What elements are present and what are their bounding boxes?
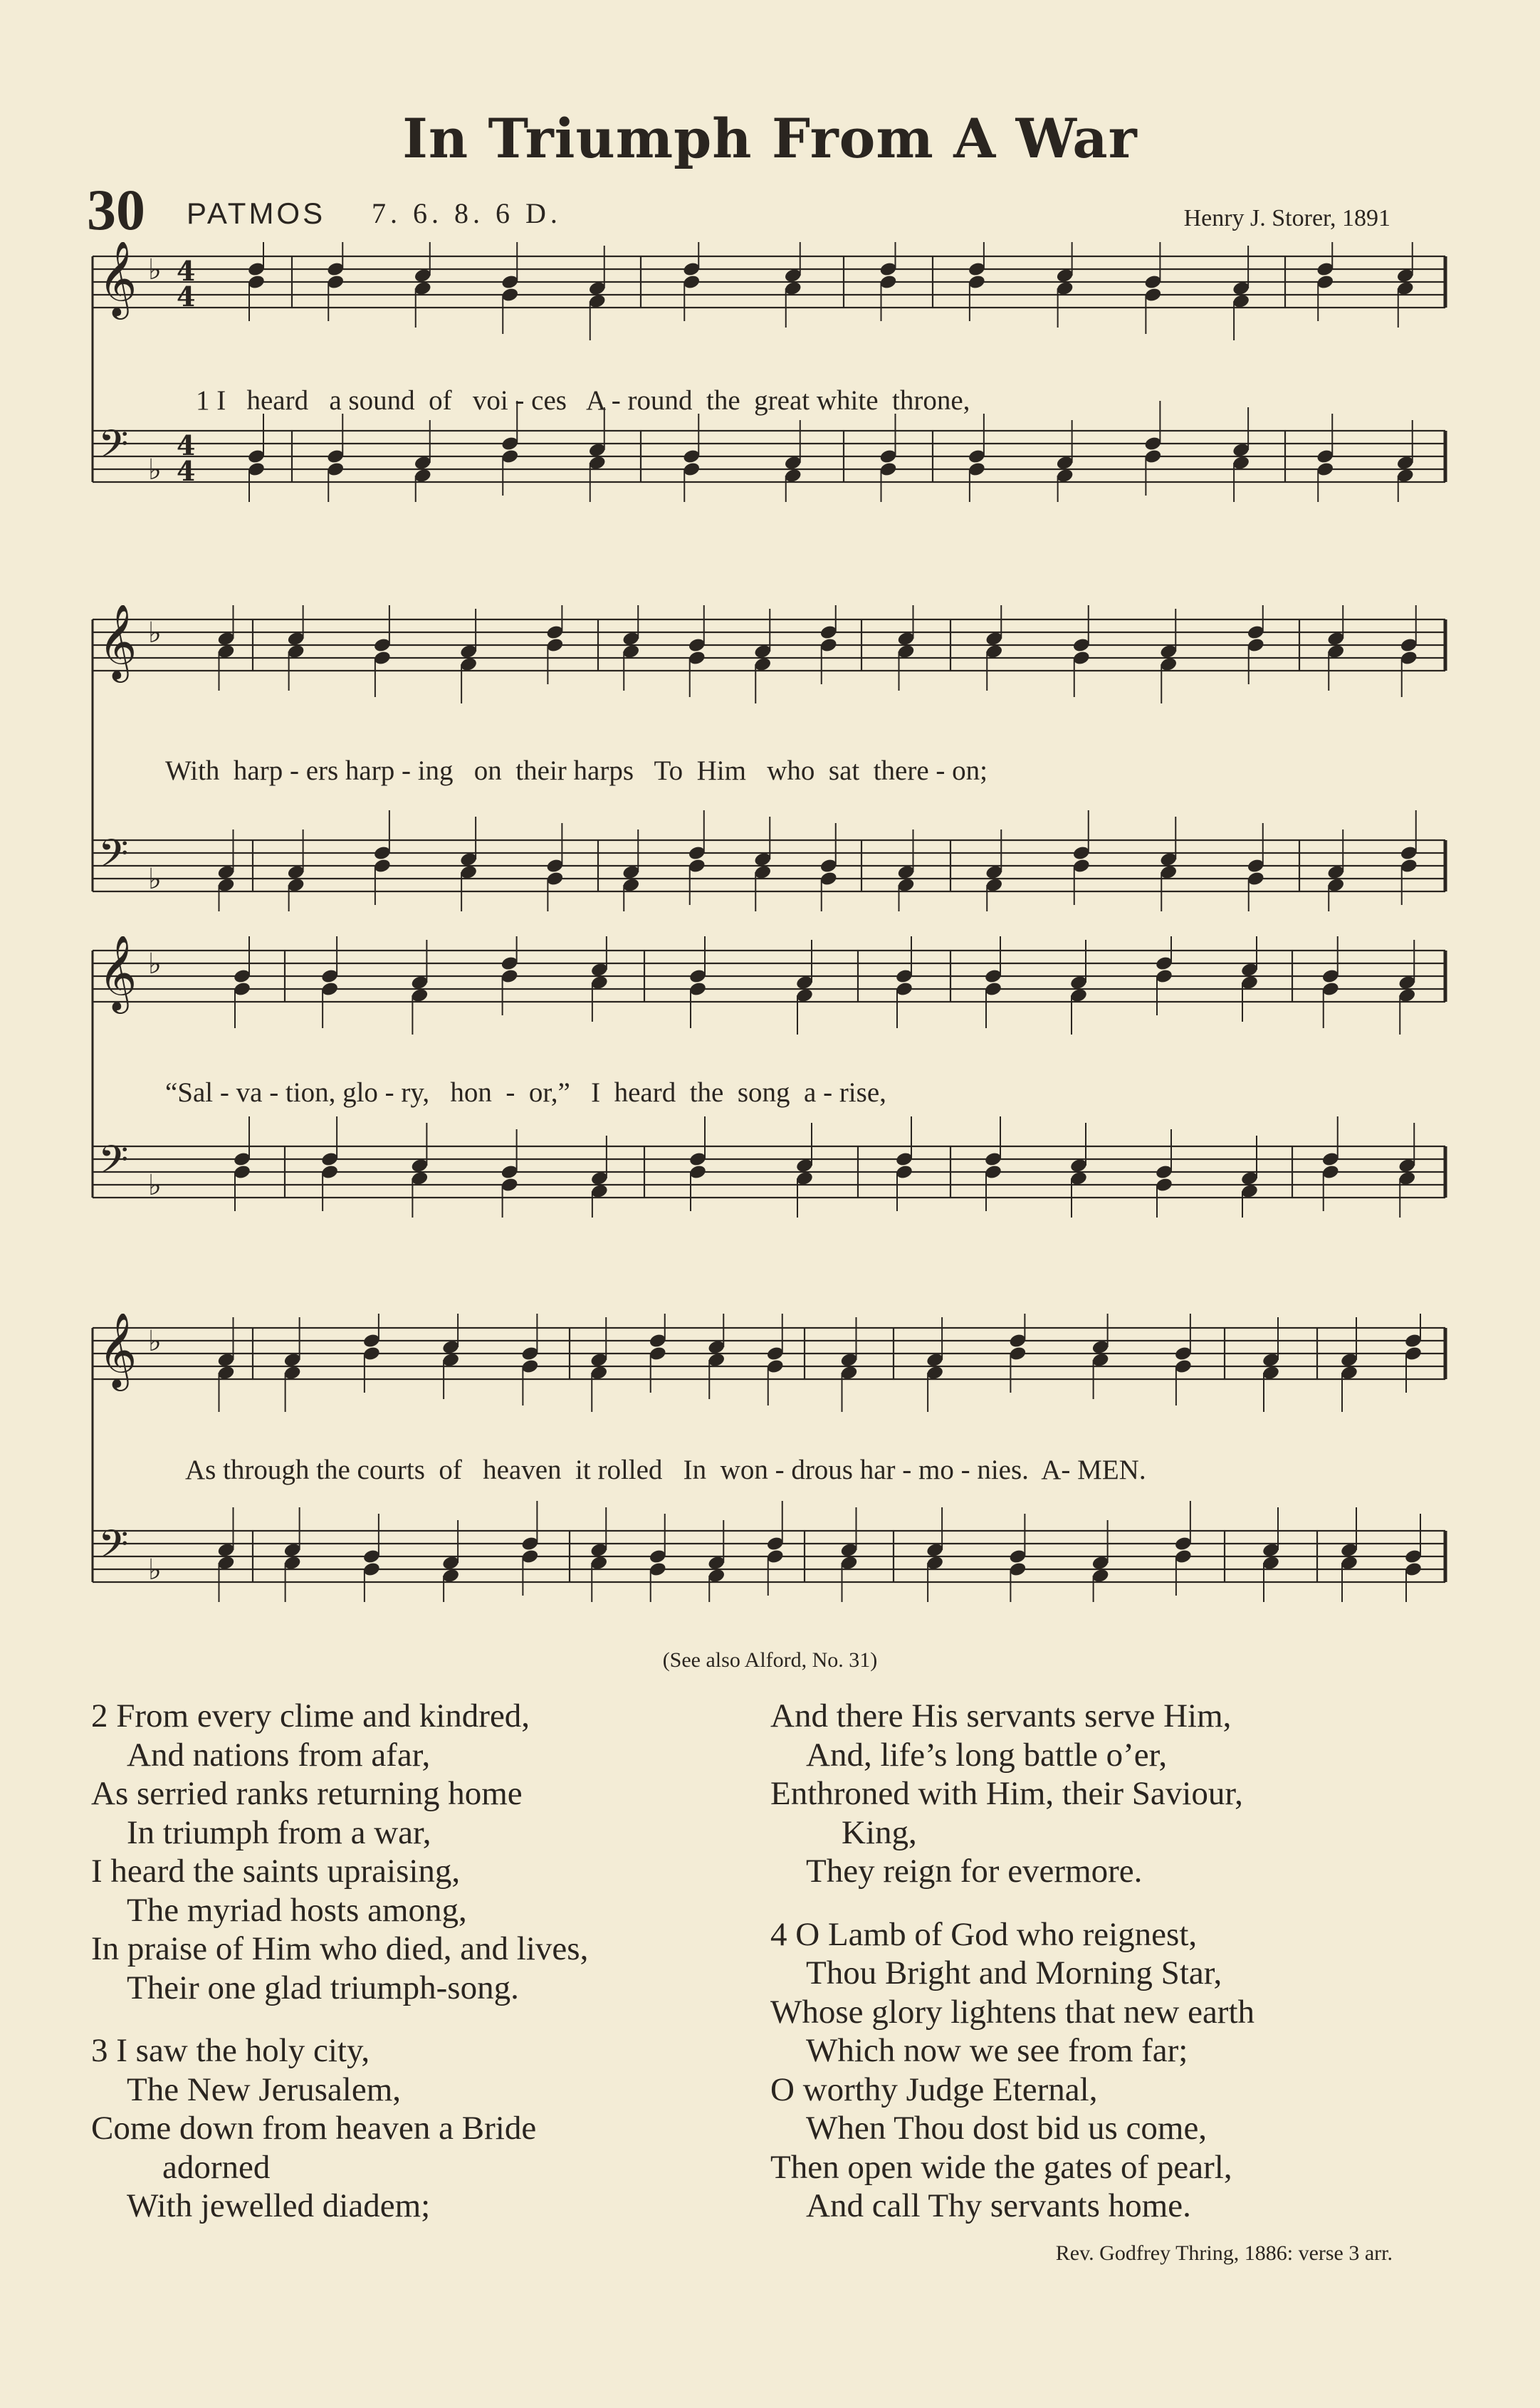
svg-text:𝄞: 𝄞 [98, 242, 137, 316]
verse-line: 3 I saw the holy city, [91, 2032, 370, 2069]
svg-text:𝄢: 𝄢 [98, 1137, 129, 1192]
verse-line: In praise of Him who died, and lives, [91, 1930, 589, 1967]
verse-line: With jewelled diadem; [127, 2187, 431, 2224]
hymn-title: In Triumph From A War [402, 107, 1138, 170]
svg-text:♭: ♭ [148, 948, 162, 980]
svg-text:𝄢: 𝄢 [98, 831, 129, 886]
verse-line: In triumph from a war, [127, 1813, 431, 1851]
svg-text:♭: ♭ [148, 617, 162, 649]
hymn-number: 30 [87, 177, 145, 242]
verse-line: And, life’s long battle o’er, [806, 1736, 1168, 1774]
verse-line: I heard the saints upraising, [91, 1853, 461, 1890]
stanza [770, 1915, 1254, 2226]
lyric-line: With harp - ers harp - ing on their harps To Him who sat there - on; [165, 755, 988, 786]
svg-text:4: 4 [177, 429, 196, 461]
verse-line: And there His servants serve Him, [770, 1697, 1232, 1734]
verse-line: Come down from heaven a Bride [91, 2110, 537, 2147]
tune-name: PATMOS [187, 197, 326, 230]
lyric-line: “Sal - va - tion, glo - ry, hon - or,” I heard the song a - rise, [165, 1077, 886, 1108]
verse-line: 2 From every clime and kindred, [91, 1697, 530, 1734]
svg-text:♭: ♭ [148, 1325, 162, 1358]
see-also-note: (See also Alford, No. 31) [662, 1648, 878, 1672]
verse-line: The New Jerusalem, [127, 2071, 401, 2108]
verse-line: When Thou dost bid us come, [806, 2110, 1208, 2147]
svg-text:♭: ♭ [148, 863, 162, 896]
verse-line: Enthroned with Him, their Saviour, [770, 1775, 1243, 1812]
verses-left-column [91, 1697, 588, 2250]
stanza [91, 1697, 588, 2007]
svg-text:4: 4 [177, 281, 196, 313]
staff-notation [0, 242, 1540, 502]
verse-line: adorned [162, 2148, 271, 2186]
stanza [91, 2031, 588, 2226]
verse-line: As serried ranks returning home [91, 1775, 523, 1812]
verse-line: 4 O Lamb of God who reignest, [770, 1915, 1198, 1953]
svg-text:𝄢: 𝄢 [98, 1522, 129, 1576]
verse-line: And call Thy servants home. [806, 2187, 1191, 2224]
svg-text:♭: ♭ [148, 1554, 162, 1586]
svg-text:𝄞: 𝄞 [98, 936, 137, 1010]
verse-line: They reign for evermore. [806, 1853, 1143, 1890]
verse-line: Then open wide the gates of pearl, [770, 2148, 1232, 2186]
text-author: Rev. Godfrey Thring, 1886: verse 3 arr. [1055, 2241, 1393, 2265]
meter: 7. 6. 8. 6 D. [372, 197, 562, 229]
verse-line: And nations from afar, [127, 1736, 431, 1774]
verse-line: Whose glory lightens that new earth [770, 1993, 1255, 2031]
verse-line: Thou Bright and Morning Star, [806, 1954, 1222, 1991]
verse-line: King, [842, 1813, 917, 1851]
verses-right-column [770, 1697, 1254, 2250]
svg-text:♭: ♭ [148, 253, 162, 286]
music-system [0, 242, 1540, 502]
svg-text:♭: ♭ [148, 454, 162, 486]
verse-line: O worthy Judge Eternal, [770, 2071, 1098, 2108]
composer: Henry J. Storer, 1891 [1183, 205, 1390, 231]
svg-text:♭: ♭ [148, 1169, 162, 1202]
svg-text:4: 4 [177, 455, 196, 487]
svg-text:𝄢: 𝄢 [98, 422, 129, 476]
verse-line: Which now we see from far; [806, 2032, 1188, 2069]
svg-text:4: 4 [177, 255, 196, 287]
stanza [770, 1697, 1254, 1891]
svg-text:𝄞: 𝄞 [98, 605, 137, 679]
svg-text:𝄞: 𝄞 [98, 1314, 137, 1388]
verse-line: The myriad hosts among, [127, 1891, 467, 1929]
verse-line: Their one glad triumph-song. [127, 1969, 519, 2006]
lyric-line: As through the courts of heaven it rolled In won - drous har - mo - nies. A- MEN. [185, 1455, 1146, 1485]
lyric-line: 1 I heard a sound of voi - ces A - round the great white throne, [196, 385, 970, 416]
